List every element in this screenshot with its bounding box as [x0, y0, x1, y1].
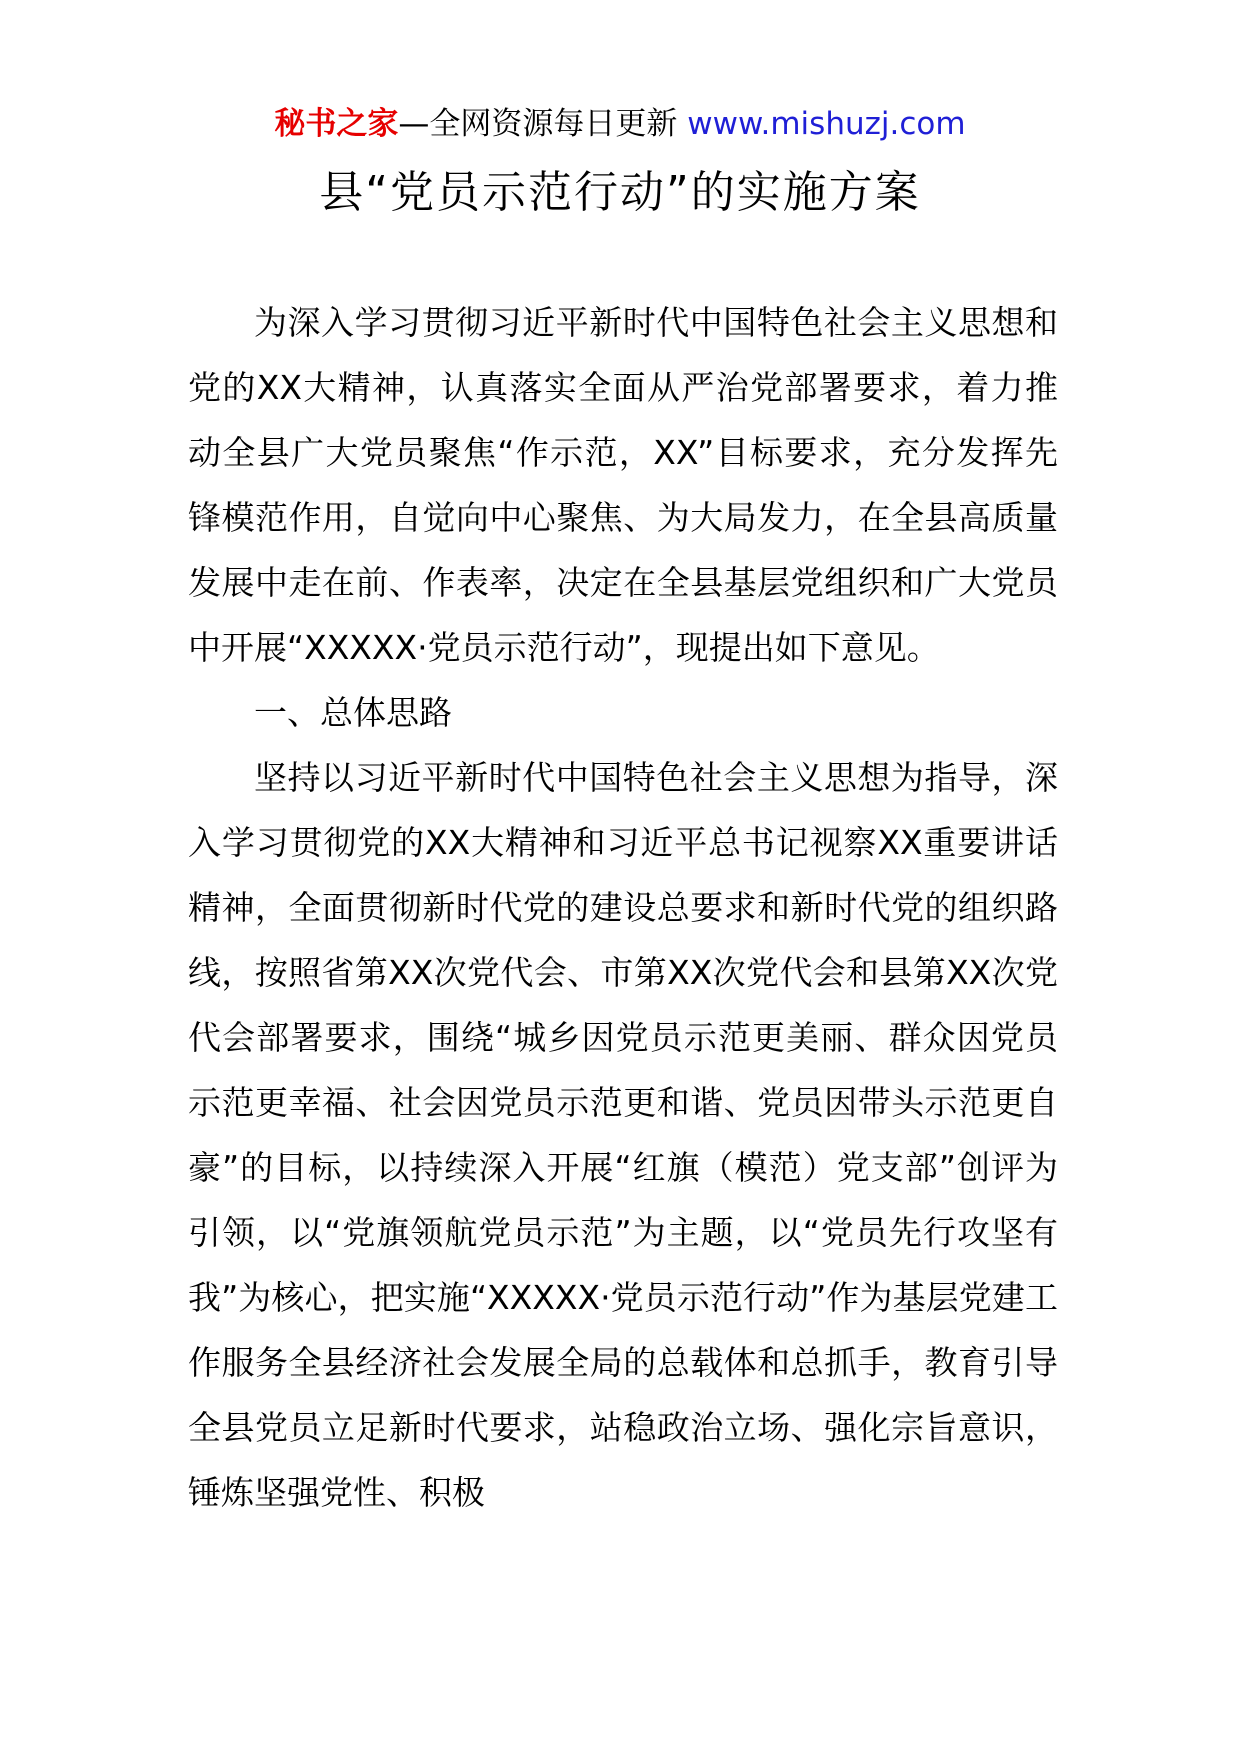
site-header [0, 98, 1240, 150]
section-heading: 一、总体思路 [254, 693, 452, 732]
document-body [188, 290, 1058, 1525]
site-slogan: —全网资源每日更新 [398, 106, 678, 142]
site-url-link[interactable]: www.mishuzj.com [687, 106, 966, 142]
document-title: 县“党员示范行动”的实施方案 [319, 167, 921, 218]
site-brand: 秘书之家 [274, 106, 399, 142]
intro-paragraph: 为深入学习贯彻习近平新时代中国特色社会主义思想和党的XX大精神，认真落实全面从严治党部署要求，着力推动全县广大党员聚焦“作示范，XX”目标要求，充分发挥先锋模范作用，自觉向中心聚焦、为大局发力，在全县高质量发展中走在前、作表率，决定在全县基层党组织和广大党员中开展“XXXXX·党员示范行动”，现提出如下意见。 [188, 303, 1058, 667]
section-paragraph: 坚持以习近平新时代中国特色社会主义思想为指导，深入学习贯彻党的XX大精神和习近平总书记视察XX重要讲话精神，全面贯彻新时代党的建设总要求和新时代党的组织路线，按照省第XX次党代会、市第XX次党代会和县第XX次党代会部署要求，围绕“城乡因党员示范更美丽、群众因党员示范更幸福、社会因党员示范更和谐、党员因带头示范更自豪”的目标，以持续深入开展“红旗（模范）党支部”创评为引领，以“党旗领航党员示范”为主题，以“党员先行攻坚有我”为核心，把实施“XXXXX·党员示范行动”作为基层党建工作服务全县经济社会发展全局的总载体和总抓手，教育引导全县党员立足新时代要求，站稳政治立场、强化宗旨意识，锤炼坚强党性、积极 [188, 758, 1058, 1512]
